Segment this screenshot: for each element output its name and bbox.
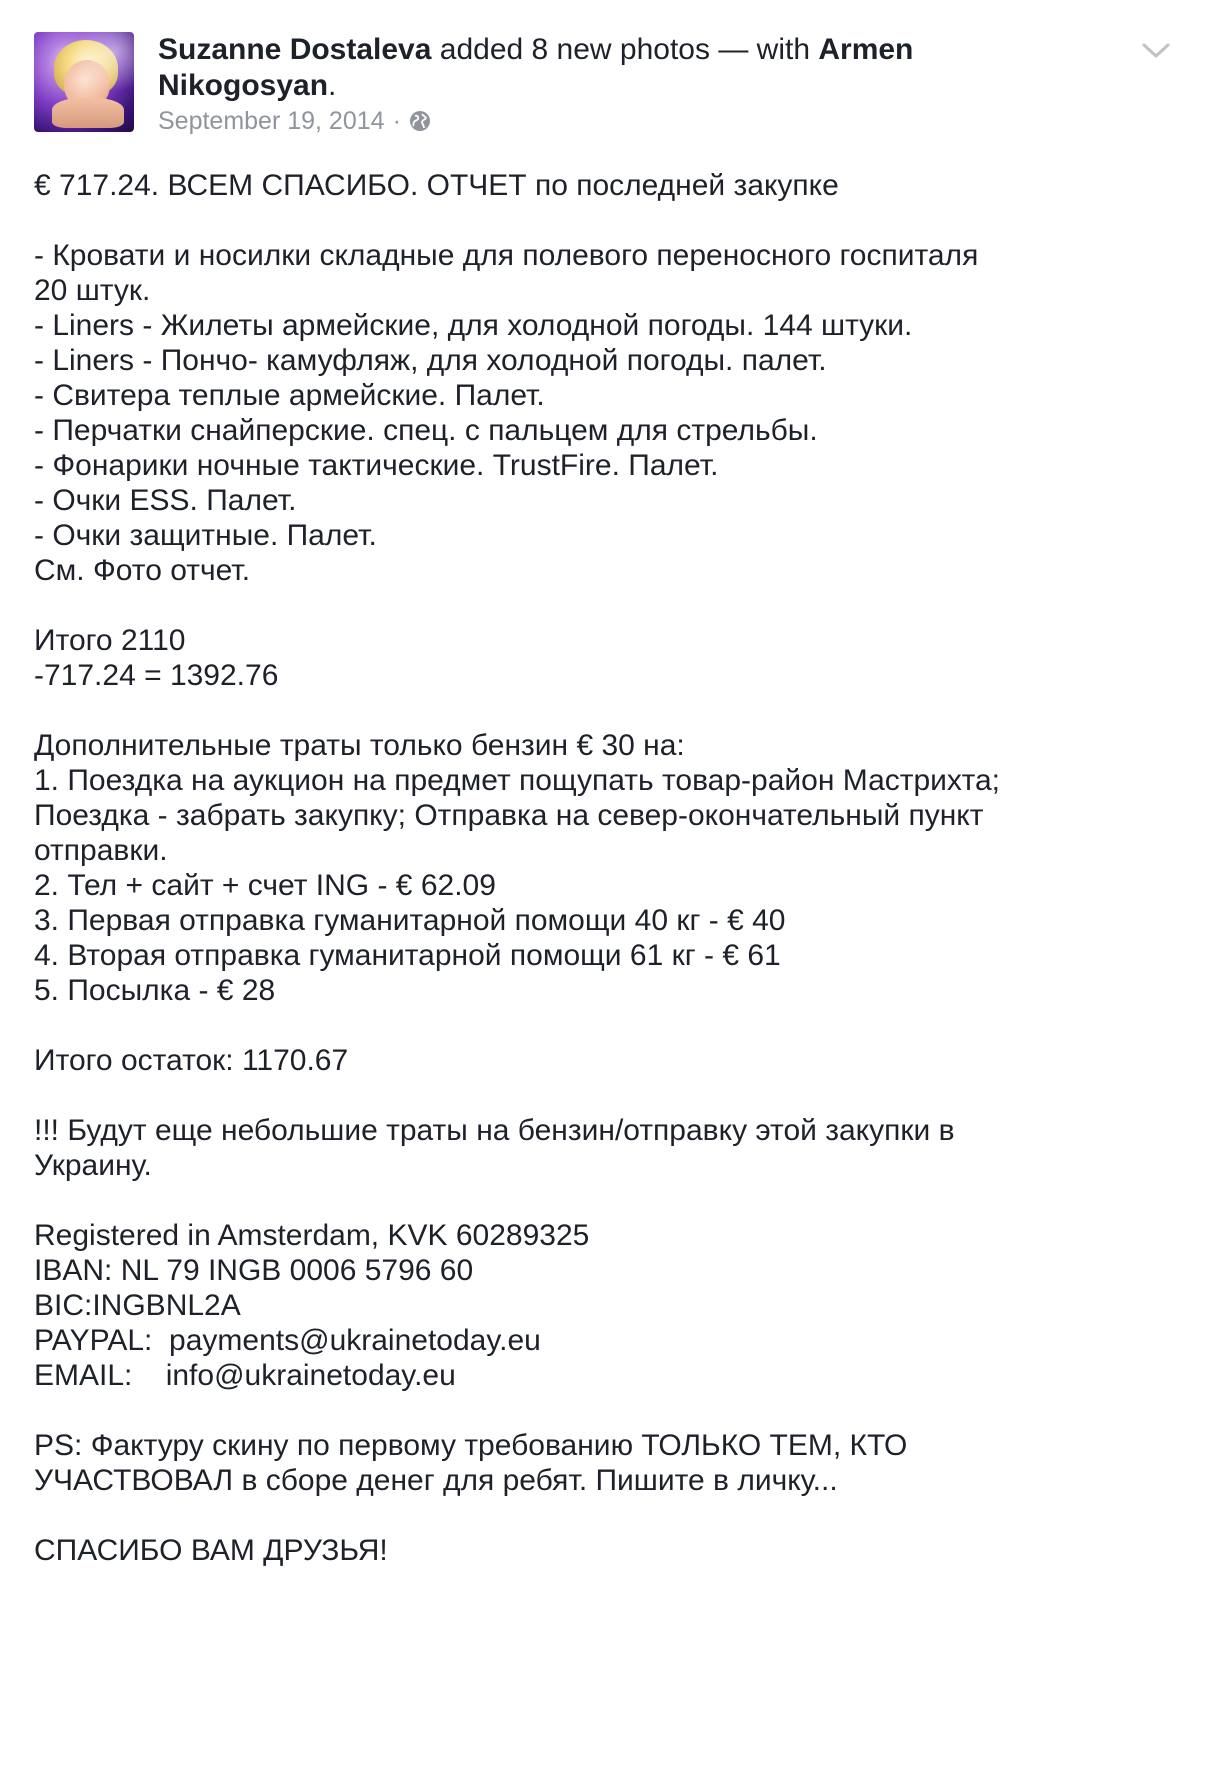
post-text-line: [34, 588, 1174, 623]
post-text-line: Итого 2110: [34, 624, 186, 657]
post-text-line: Итого остаток: 1170.67: [34, 1044, 349, 1077]
chevron-down-icon[interactable]: [1138, 36, 1174, 66]
post-text-line: - Liners - Жилеты армейские, для холодной погоды. 144 штуки.: [34, 309, 913, 342]
post-text-line: BIC:INGBNL2A: [34, 1289, 241, 1322]
post-text-line: отправки.: [34, 834, 168, 867]
post-text-line: [34, 693, 1174, 728]
post-text-line: См. Фото отчет.: [34, 554, 251, 587]
title-suffix: .: [328, 69, 337, 102]
post-text-line: PAYPAL: payments@ukrainetoday.eu: [34, 1324, 541, 1357]
post-header: [34, 30, 1174, 160]
post-text-line: Registered in Amsterdam, KVK 60289325: [34, 1219, 590, 1252]
post-text-line: IBAN: NL 79 INGB 0006 5796 60: [34, 1254, 474, 1287]
avatar-glow: [34, 32, 134, 132]
post-text-line: [34, 1498, 1174, 1533]
post-text-line: 5. Посылка - € 28: [34, 974, 276, 1007]
author-avatar[interactable]: [34, 32, 134, 132]
post-text-line: € 717.24. ВСЕМ СПАСИБО. ОТЧЕТ по последней закупке: [34, 169, 839, 202]
post-text-line: СПАСИБО ВАМ ДРУЗЬЯ!: [34, 1534, 388, 1567]
post-text-line: 2. Тел + сайт + счет ING - € 62.09: [34, 869, 496, 902]
post-text-line: 4. Вторая отправка гуманитарной помощи 61 кг - € 61: [34, 939, 781, 972]
author-name-link[interactable]: Suzanne Dostaleva: [158, 33, 432, 66]
post-text-line: - Фонарики ночные тактические. TrustFire. Палет.: [34, 449, 719, 482]
post-text-line: - Свитера теплые армейские. Палет.: [34, 379, 545, 412]
post-text-line: Поездка - забрать закупку; Отправка на север-окончательный пункт: [34, 799, 984, 832]
post-text-line: [34, 203, 1174, 238]
post-text-line: [34, 1078, 1174, 1113]
post-text-line: Украину.: [34, 1149, 152, 1182]
post-text-line: -717.24 = 1392.76: [34, 659, 279, 692]
tagged-person-link[interactable]: Armen Nikogosyan: [158, 33, 914, 102]
post-text-line: - Liners - Пончо- камуфляж, для холодной погоды. палет.: [34, 344, 827, 377]
post-text-line: !!! Будут еще небольшие траты на бензин/отправку этой закупки в: [34, 1114, 955, 1147]
post-text-line: [34, 1393, 1174, 1428]
post-text-line: - Перчатки снайперские. спец. с пальцем для стрельбы.: [34, 414, 818, 447]
post-text-line: [34, 1008, 1174, 1043]
post-title: [158, 32, 1058, 104]
post-text-line: - Очки ESS. Палет.: [34, 484, 297, 517]
post-text-line: 20 штук.: [34, 274, 151, 307]
post-text-line: Дополнительные траты только бензин € 30 на:: [34, 729, 685, 762]
post-text-line: - Очки защитные. Палет.: [34, 519, 377, 552]
post-text-line: [34, 1183, 1174, 1218]
meta-separator: ·: [392, 107, 401, 135]
post-text-line: PS: Фактуру скину по первому требованию ТОЛЬКО ТЕМ, КТО: [34, 1429, 908, 1462]
post-text-line: 3. Первая отправка гуманитарной помощи 40 кг - € 40: [34, 904, 786, 937]
post-body-text: [34, 168, 1174, 1568]
post-text-line: - Кровати и носилки складные для полевого переносного госпиталя: [34, 239, 979, 272]
post-text-line: 1. Поездка на аукцион на предмет пощупать товар-район Мастрихта;: [34, 764, 1001, 797]
post-date-link[interactable]: September 19, 2014: [158, 107, 385, 135]
post-meta: [158, 106, 431, 136]
globe-icon[interactable]: [409, 110, 431, 132]
post-text-line: EMAIL: info@ukrainetoday.eu: [34, 1359, 456, 1392]
post-action-text: added 8 new photos — with: [431, 33, 819, 66]
post-text-line: УЧАСТВОВАЛ в сборе денег для ребят. Пишите в личку...: [34, 1464, 838, 1497]
